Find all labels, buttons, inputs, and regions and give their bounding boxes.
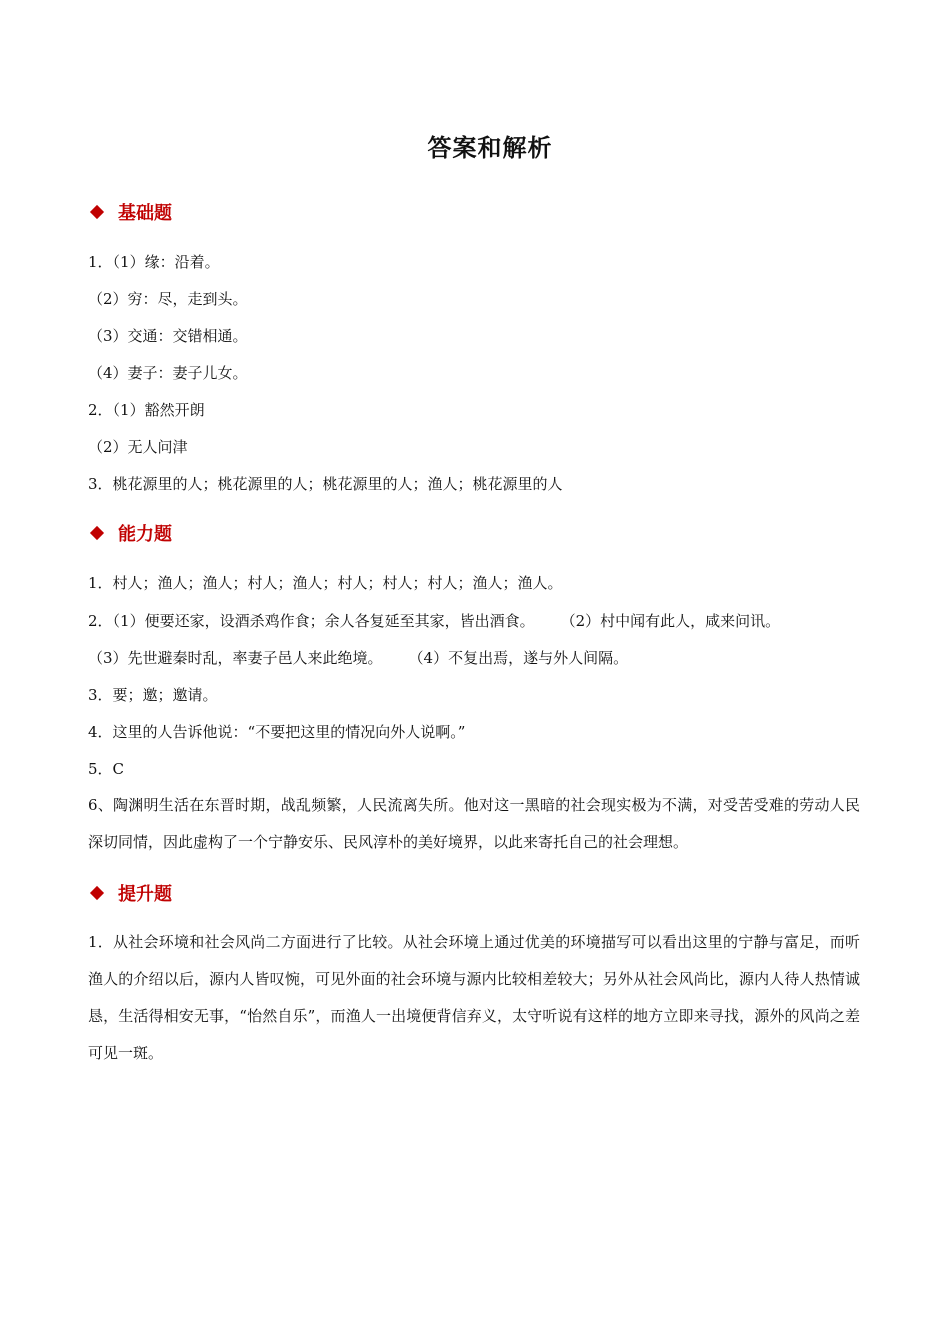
answer-segment: （2）村中闻有此人，咸来问讯。 — [560, 612, 781, 630]
section-heading-label: 提升题 — [118, 884, 172, 905]
answer-segment: （3）先世避秦时乱，率妻子邑人来此绝境。 — [88, 649, 383, 667]
answer-line: 3．要；邀；邀请。 — [88, 686, 218, 704]
answer-line: 4．这里的人告诉他说：“不要把这里的情况向外人说啊。” — [88, 723, 466, 741]
section-heading-label: 能力题 — [118, 524, 172, 545]
answer-paragraph: 6、陶渊明生活在东晋时期，战乱频繁，人民流离失所。他对这一黑暗的社会现实极为不满，对受苦受难的劳动人民深切同情，因此虚构了一个宁静安乐、民风淳朴的美好境界，以此来寄托自己的社会理想。 — [88, 796, 860, 851]
answer-line — [88, 611, 870, 631]
diamond-bullet-icon — [90, 205, 104, 219]
section-heading-basic — [90, 199, 172, 225]
answer-segment: （4）不复出焉，遂与外人间隔。 — [408, 649, 629, 667]
answer-line: 1．（1）缘：沿着。 — [88, 253, 220, 271]
diamond-bullet-icon — [90, 886, 104, 900]
diamond-bullet-icon — [90, 526, 104, 540]
answer-line: 3．桃花源里的人；桃花源里的人；桃花源里的人；渔人；桃花源里的人 — [88, 475, 563, 493]
answer-line: 2．（1）豁然开朗 — [88, 401, 205, 419]
answer-paragraph: 1．从社会环境和社会风尚二方面进行了比较。从社会环境上通过优美的环境描写可以看出这里的宁静与富足，而听渔人的介绍以后，源内人皆叹惋，可见外面的社会环境与源内比较相差较大；另外从社会风尚比，源内人待人热情诚恳，生活得相安无事，“怡然自乐”，而渔人一出境便背信弃义，太守听说有这样的地方立即来寻找，源外的风尚之差可见一斑。 — [88, 933, 860, 1062]
answer-line: 1．村人；渔人；渔人；村人；渔人；村人；村人；村人；渔人；渔人。 — [88, 574, 563, 592]
page-title: 答案和解析 — [427, 134, 553, 162]
answer-line: （2）穷：尽，走到头。 — [88, 290, 248, 308]
section-heading-label: 基础题 — [118, 203, 172, 224]
answer-segment: 2．（1）便要还家，设酒杀鸡作食；余人各复延至其家，皆出酒食。 — [88, 612, 535, 630]
answer-line: （2）无人问津 — [88, 438, 188, 456]
section-heading-ability — [90, 520, 172, 546]
answer-line: 5．C — [88, 760, 125, 778]
answer-line — [88, 648, 870, 668]
answer-line: （3）交通：交错相通。 — [88, 327, 248, 345]
section-heading-advanced — [90, 880, 172, 906]
answer-line: （4）妻子：妻子儿女。 — [88, 364, 248, 382]
